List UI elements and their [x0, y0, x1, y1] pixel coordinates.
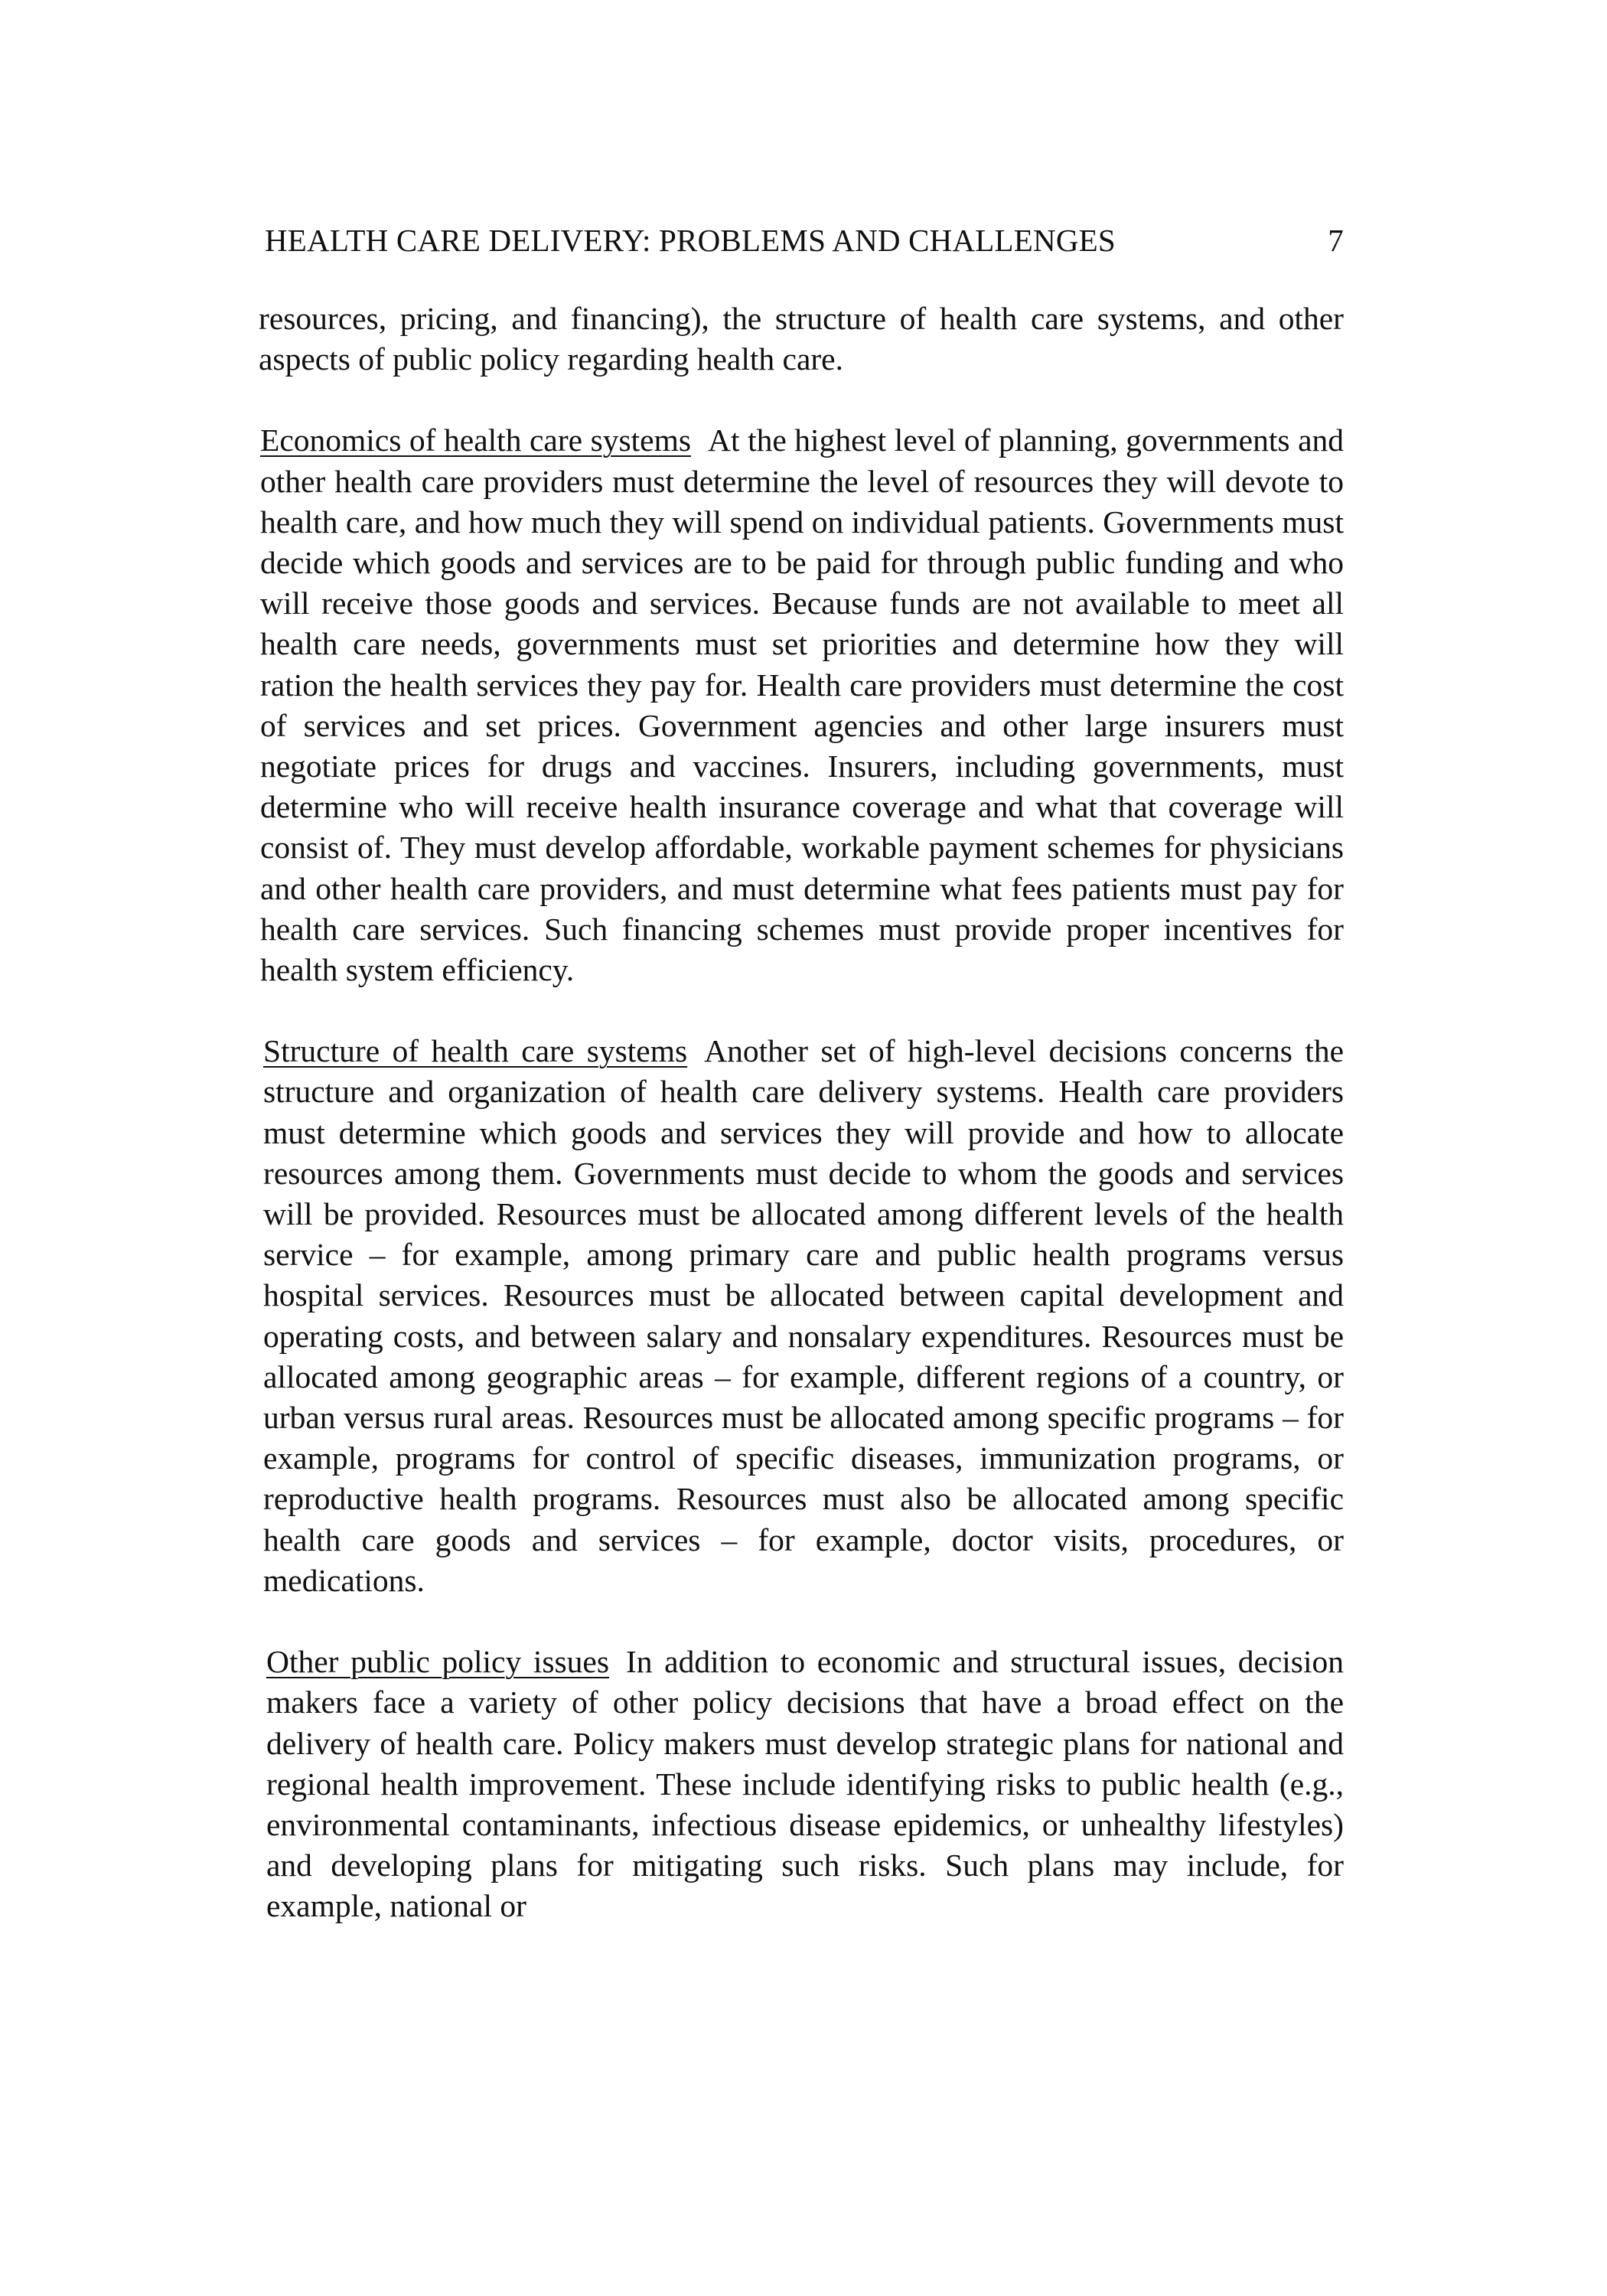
paragraph-text: In addition to economic and structural issues, decision makers face a variety of other policy decisions that have a broad effect on the delivery of health care. Policy makers must develop strategic plans for national and regional health improvement. These include identifying risks to public health (e.g., environmental contaminants, infectious disease epidemics, or unhealthy lifestyles) and developing plans for mitigating such risks. Such plans may include, for example, national or: [266, 1644, 1344, 1924]
section-heading-structure: Structure of health care systems: [263, 1033, 688, 1069]
paragraph-public-policy: [266, 1642, 1344, 1926]
paragraph-text: Another set of high-level decisions concerns the structure and organization of health care delivery systems. Health care providers must determine which goods and services they will provide and how to allocate resources among them. Governments must decide to whom the goods and services will be provided. Resources must be allocated among different levels of the health service – for example, among primary care and public health programs versus hospital services. Resources must be allocated between capital development and operating costs, and between salary and nonsalary expenditures. Resources must be allocated among geographic areas – for example, different regions of a country, or urban versus rural areas. Resources must be allocated among specific programs – for example, programs for control of specific diseases, immunization programs, or reproductive health programs. Resources must also be allocated among specific health care goods and services – for example, doctor visits, procedures, or medications.: [263, 1033, 1344, 1598]
running-head: [265, 217, 1344, 264]
page-number: 7: [1328, 223, 1344, 258]
section-heading-public-policy: Other public policy issues: [266, 1644, 609, 1680]
section-heading-economics: Economics of health care systems: [260, 422, 692, 458]
running-head-title: HEALTH CARE DELIVERY: PROBLEMS AND CHALLENGES: [265, 223, 1116, 258]
paragraph-structure: [263, 1031, 1344, 1601]
paragraph-text: resources, pricing, and financing), the structure of health care systems, and other aspects of public policy regarding health care.: [259, 301, 1344, 377]
paragraph-economics: [260, 420, 1344, 990]
paragraph-continuation: [259, 298, 1344, 380]
paragraph-text: At the highest level of planning, governments and other health care providers must determine the level of resources they will devote to health care, and how much they will spend on individual patients. Governments must decide which goods and services are to be paid for through public funding and who will receive those goods and services. Because funds are not available to meet all health care needs, governments must set priorities and determine how they will ration the health services they pay for. Health care providers must determine the cost of services and set prices. Government agencies and other large insurers must negotiate prices for drugs and vaccines. Insurers, including governments, must determine who will receive health insurance coverage and what that coverage will consist of. They must develop affordable, workable payment schemes for physicians and other health care providers, and must determine what fees patients must pay for health care services. Such financing schemes must provide proper incentives for health system efficiency.: [260, 422, 1344, 988]
body-text: [259, 298, 1344, 1968]
